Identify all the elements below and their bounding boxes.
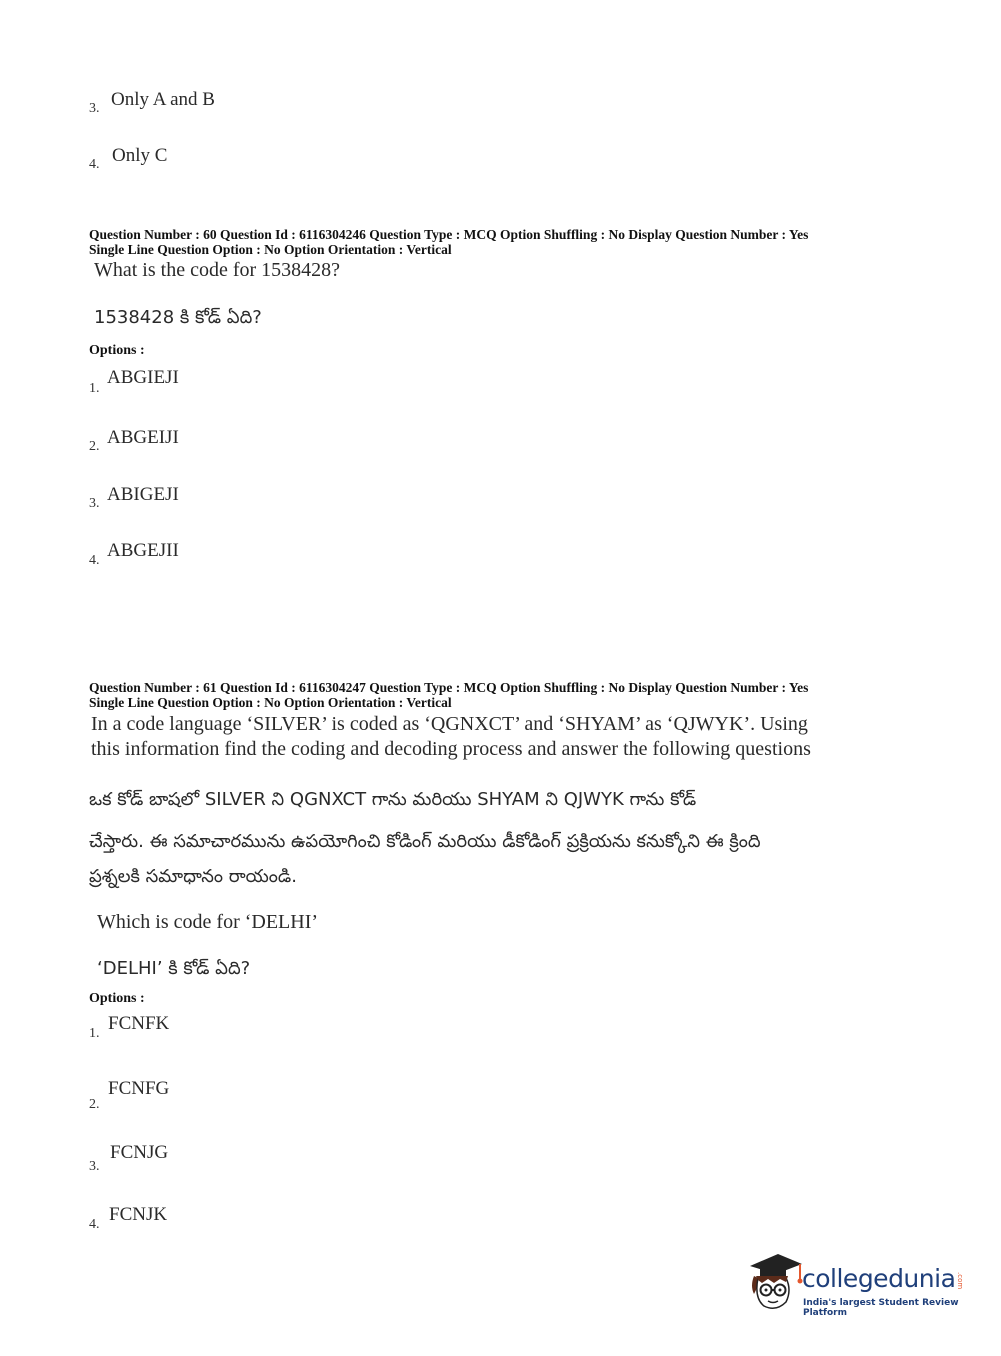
logo-brand-text: collegedunia [802, 1264, 956, 1293]
option-number: 3. [89, 1159, 100, 1174]
question-meta [89, 227, 808, 257]
option-text: FCNJK [109, 1204, 168, 1225]
option-text: FCNJG [110, 1142, 169, 1163]
question-text-english: Which is code for ‘DELHI’ [97, 911, 319, 933]
option-number: 3. [89, 101, 100, 116]
option-number: 2. [89, 439, 100, 454]
question-meta-line: Single Line Question Option : No Option Orientation : Vertical [89, 242, 452, 257]
collegedunia-logo [742, 1250, 972, 1320]
logo-suffix-text: .com [956, 1272, 964, 1290]
question-text-telugu: ‘DELHI’ కి కోడ్ ఏది? [97, 958, 251, 979]
option-text: FCNFG [108, 1078, 170, 1099]
options-label: Options : [89, 343, 145, 358]
option-number: 4. [89, 157, 100, 172]
option-text: FCNFK [108, 1013, 170, 1034]
question-intro-english: In a code language ‘SILVER’ is coded as ‘QGNXCT’ and ‘SHYAM’ as ‘QJWYK’. Using [91, 713, 808, 735]
option-text: ABIGEJI [107, 484, 179, 505]
option-text: Only A and B [111, 89, 215, 110]
question-meta-line: Single Line Question Option : No Option Orientation : Vertical [89, 695, 452, 710]
question-intro-telugu: ఒక కోడ్ బాషలో SILVER ని QGNXCT గాను మరియు SHYAM ని QJWYK గాను కోడ్ [89, 789, 697, 810]
logo-tagline: India's largest Student Review Platform [803, 1298, 959, 1318]
option-text: Only C [112, 145, 168, 166]
question-meta-line: Question Number : 60 Question Id : 6116304246 Question Type : MCQ Option Shuffling : No Display Question Number : Yes [89, 227, 809, 242]
option-number: 1. [89, 381, 100, 396]
options-label: Options : [89, 991, 145, 1006]
option-number: 3. [89, 496, 100, 511]
option-text: ABGIEJI [107, 367, 179, 388]
option-text: ABGEIJI [107, 427, 179, 448]
question-meta [89, 680, 808, 710]
option-number: 2. [89, 1097, 100, 1112]
question-intro-english: this information find the coding and decoding process and answer the following questions [91, 738, 811, 760]
option-number: 4. [89, 553, 100, 568]
question-meta-line: Question Number : 61 Question Id : 6116304247 Question Type : MCQ Option Shuffling : No Display Question Number : Yes [89, 680, 809, 695]
question-intro-telugu: చేస్తారు. ఈ సమాచారమును ఉపయోగించి కోడింగ్ మరియు డీకోడింగ్ ప్రక్రియను కనుక్కోని ఈ క్రింది [89, 831, 761, 852]
question-text-english: What is the code for 1538428? [94, 259, 341, 281]
option-number: 4. [89, 1217, 100, 1232]
question-intro-telugu: ప్రశ్నలకి సమాధానం రాయండి. [89, 866, 297, 887]
option-text: ABGEJII [107, 540, 179, 561]
mascot-icon [742, 1250, 804, 1316]
question-text-telugu: 1538428 కి కోడ్ ఏది? [94, 307, 262, 328]
option-number: 1. [89, 1026, 100, 1041]
